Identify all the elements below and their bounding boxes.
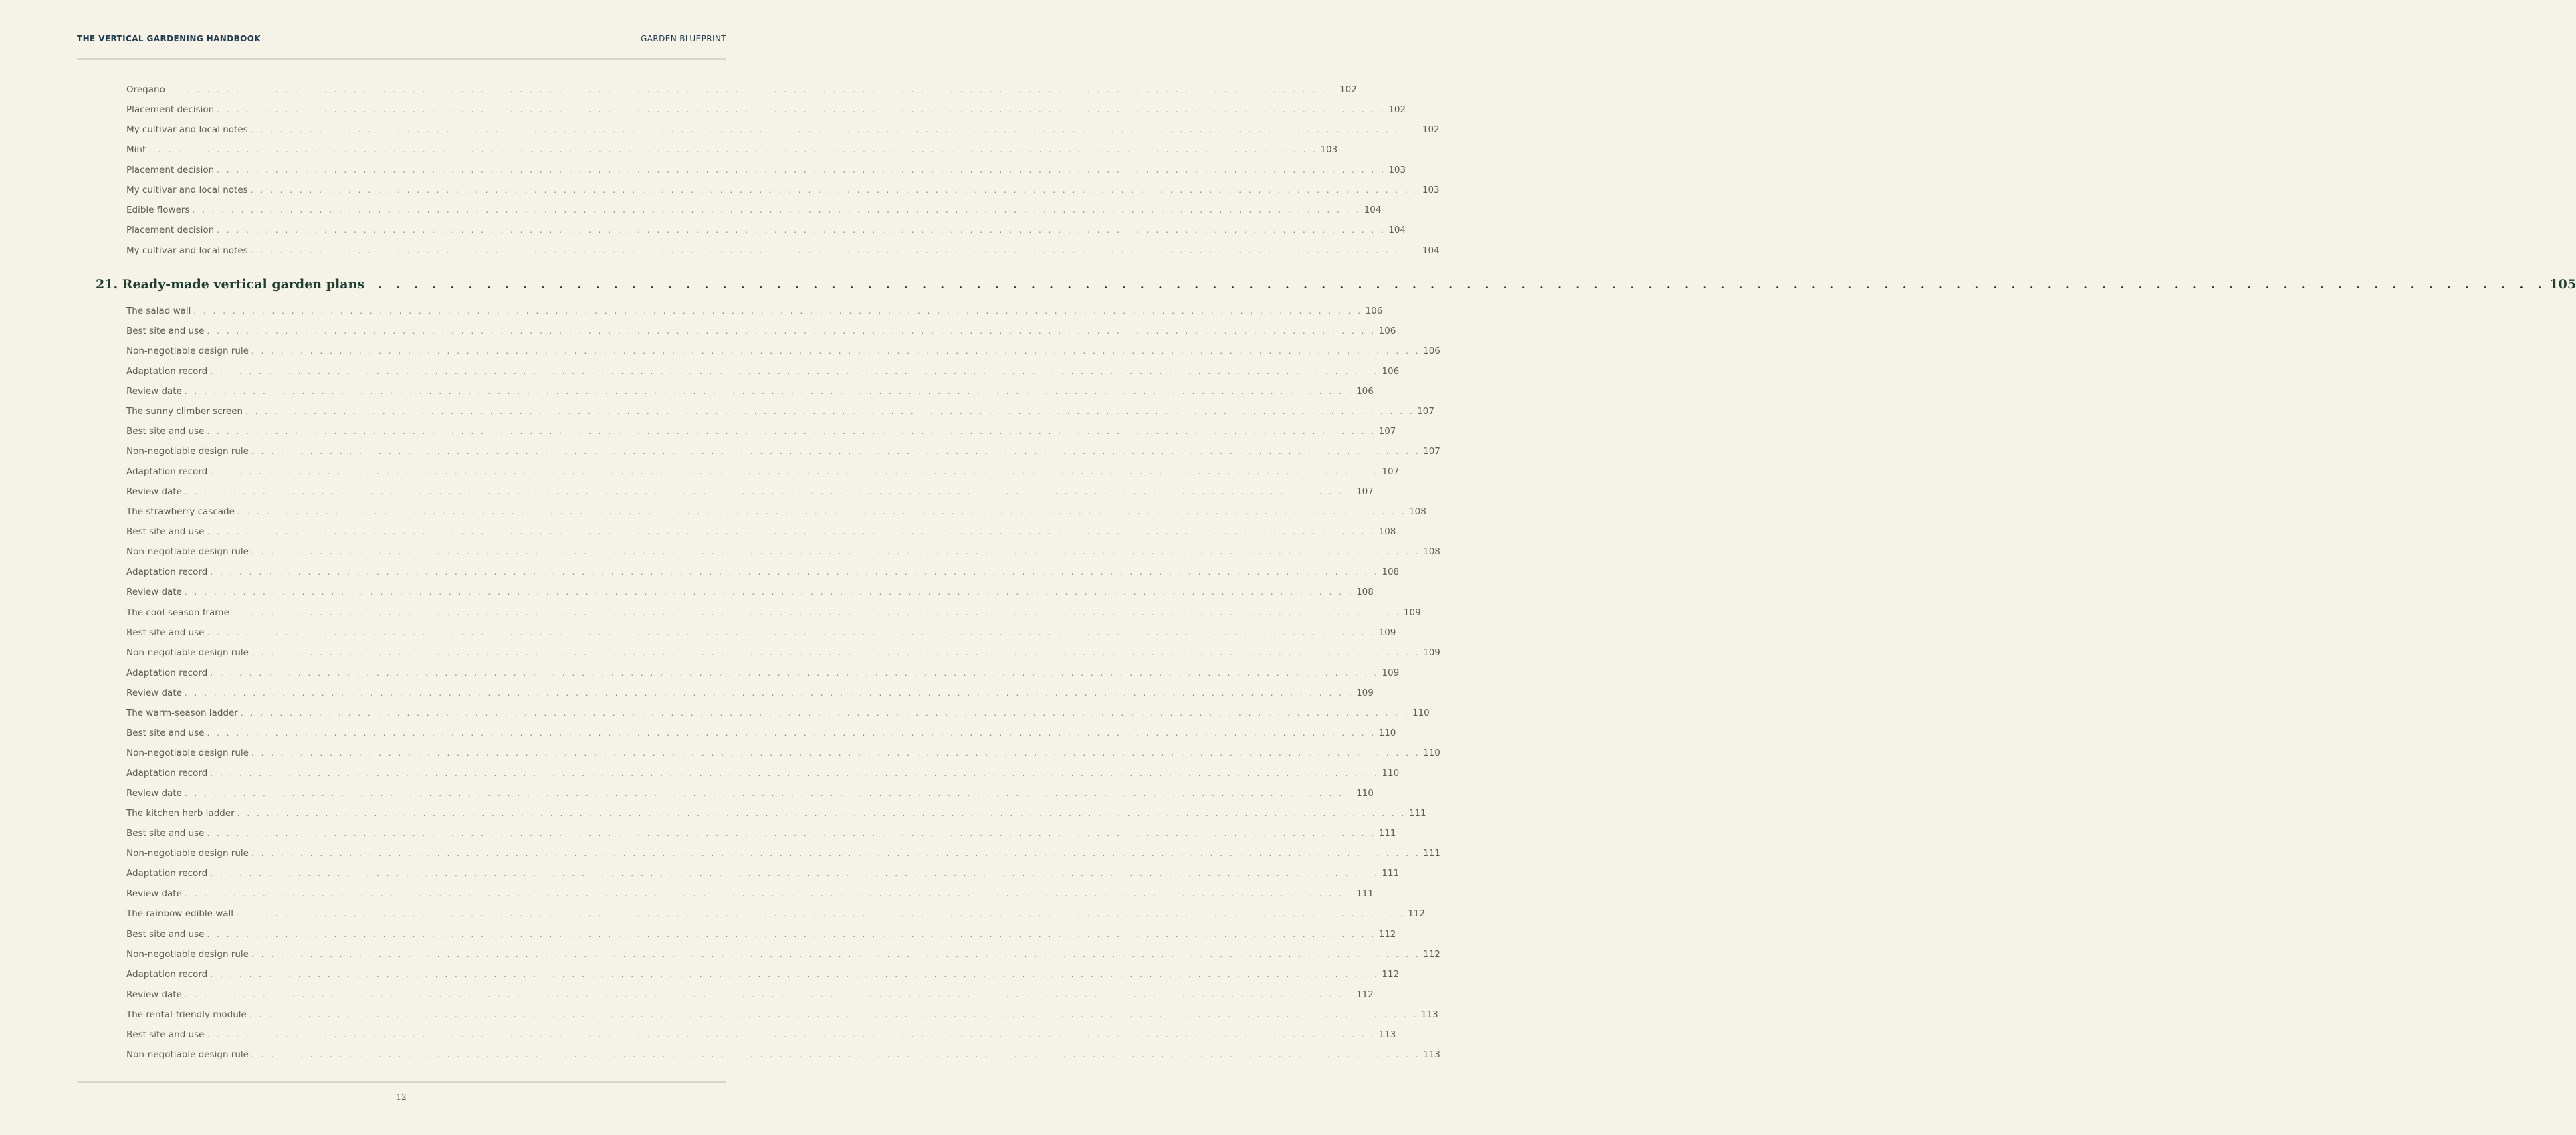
entry-page-number: 109: [1378, 627, 1396, 638]
entry-page-number: 108: [1382, 566, 1400, 578]
entry-title: My cultivar and local notes: [126, 185, 248, 196]
toc-entry[interactable]: [96, 120, 1440, 140]
toc-entry[interactable]: [96, 140, 1338, 160]
toc-entry[interactable]: [96, 1045, 1440, 1065]
toc-entry[interactable]: [96, 1025, 1396, 1045]
entry-page-number: 103: [1422, 185, 1440, 196]
entry-page-number: 102: [1422, 124, 1440, 136]
toc-entry[interactable]: [96, 361, 1400, 381]
toc-entry[interactable]: [96, 843, 1440, 863]
entry-title: My cultivar and local notes: [126, 245, 248, 256]
toc-entry[interactable]: [96, 421, 1396, 441]
toc-entry[interactable]: [96, 924, 1396, 944]
entry-page-number: 110: [1356, 788, 1374, 799]
dot-leader: . . . . . . . . . . . . . . . . . . . . . . . . . . . . . . . . . . . . . . . . . . . . . . . . . . . . . . . . . . . . . . . . . . . . . . . . . . . . . . . . . . . . . . . . . . . . . . . . . . . . . . . . . . . . . . . . . . . . . . . .: [237, 507, 1407, 517]
entry-page-number: 108: [1356, 587, 1374, 598]
dot-leader: . . . . . . . . . . . . . . . . . . . . . . . . . . . . . . . . . . . . . . . . . . . . . . . . . . . . . . . . . . . . . . . . . . . . . . . . . . . . . . . . . . . . . . . . . . . . . . . . . . . . . . . . . . . . . . . . . . . . . . . .: [251, 949, 1421, 959]
entry-title: Review date: [126, 888, 182, 900]
toc-entry[interactable]: [96, 763, 1400, 783]
entry-page-number: 109: [1356, 687, 1374, 698]
dot-leader: . . . . . . . . . . . . . . . . . . . . . . . . . . . . . . . . . . . . . . . . . . . . . . . . . . . . . . . . . . . . . . . . . . . . . . . . . . . . . . . . . . . . . . . . . . . . . . . . . . . . . . . . . . . . . . . . . . . . . . . .: [250, 185, 1420, 195]
entry-title: Non-negotiable design rule: [126, 747, 249, 758]
entry-page-number: 107: [1417, 405, 1434, 417]
toc-entry[interactable]: [96, 703, 1430, 723]
dot-leader: . . . . . . . . . . . . . . . . . . . . . . . . . . . . . . . . . . . . . . . . . . . . . . . . . . . . . . . . . . . . . . . . . . . . . . . . . . . . . . . . . . . . . . . . . . . . . . . . . . . . . . . . . . . . . . . . . . . . . . . .: [231, 607, 1401, 617]
entry-title: My cultivar and local notes: [126, 124, 248, 136]
dot-leader: . . . . . . . . . . . . . . . . . . . . . . . . . . . . . . . . . . . . . . . . . . . . . . . . . . . . . . . . . . . . . . . . . . . . . . . . . . . . . . . . . . . . . . . . . . . . . . . . . . . . . . . . . . . . . . . . . . . . . . . .: [207, 929, 1376, 939]
entry-page-number: 104: [1364, 205, 1382, 216]
dot-leader: . . . . . . . . . . . . . . . . . . . . . . . . . . . . . . . . . . . . . . . . . . . . . . . . . . . . . . . . . . . . . . . . . . . . . . . . . . . . . . . . . . . . . . . . . . . . . . . . . . . . . . . . . . . . . . . . . . . . . . . .: [184, 688, 1354, 698]
dot-leader: . . . . . . . . . . . . . . . . . . . . . . . . . . . . . . . . . . . . . . . . . . . . . . . . . . . . . . . . . . . . . . . . . . . . . . . . . . . . . . . . . . . . . . . . . . . . . . . . . . . . . . . . . . . . . . . . . . . . . . . .: [251, 346, 1421, 356]
entry-page-number: 113: [1423, 1049, 1440, 1060]
entry-title: Non-negotiable design rule: [126, 848, 249, 859]
entry-title: The cool-season frame: [126, 607, 229, 618]
entry-title: The kitchen herb ladder: [126, 808, 235, 819]
toc-entry[interactable]: [96, 200, 1382, 220]
entry-page-number: 111: [1378, 828, 1396, 839]
entry-page-number: 110: [1412, 707, 1430, 718]
entry-title: The salad wall: [126, 305, 191, 316]
entry-page-number: 108: [1409, 506, 1426, 518]
toc-entry[interactable]: [96, 884, 1374, 904]
toc-entry[interactable]: [96, 241, 1440, 261]
dot-leader: . . . . . . . . . . . . . . . . . . . . . . . . . . . . . . . . . . . . . . . . . . . . . . . . . . . . . . . . . . . . . . . . . . . . . . . . . . . . . . . . . . . . . . . . . . . . . . . . . . . . . . . . . . . . . . . . . . . . . . . .: [251, 647, 1421, 657]
entry-title: Adaptation record: [126, 868, 208, 880]
toc-entry[interactable]: [96, 985, 1374, 1005]
dot-leader: . . . . . . . . . . . . . . . . . . . . . . . . . . . . . . . . . . . . . . . . . . . . . . . . . . . . . . . . . . . . . . . . . . . . . . . . . . . . . . . . . . . . . . . . . . . . . . . . . . . . . . . . . . . . . . . . . . . . . . . .: [250, 245, 1420, 255]
entry-title: The strawberry cascade: [126, 506, 235, 518]
toc-entry[interactable]: [96, 904, 1425, 924]
entry-page-number: 103: [1320, 144, 1338, 156]
entry-title: Review date: [126, 687, 182, 698]
dot-leader: . . . . . . . . . . . . . . . . . . . . . . . . . . . . . . . . . . . . . . . . . . . . . . . . . . . . . . . . . . . . . . . . . . . . . . . . . . . . . . . . . . . . . . . . . . . . . . . . . . . . . . . . . . . . . . . . . . . . . . . .: [217, 105, 1386, 115]
entry-title: Best site and use: [126, 727, 205, 738]
book-title: THE VERTICAL GARDENING HANDBOOK: [77, 34, 261, 43]
toc-entry[interactable]: [96, 603, 1421, 623]
toc-entry[interactable]: [96, 80, 1357, 100]
toc-entry[interactable]: [96, 100, 1406, 120]
entry-title: The warm-season ladder: [126, 707, 238, 718]
toc-entry[interactable]: [96, 502, 1426, 522]
entry-page-number: 103: [1388, 165, 1406, 176]
entry-title: Adaptation record: [126, 968, 208, 980]
chapter-page-number: 105: [2549, 276, 2576, 292]
running-header: [77, 33, 726, 60]
toc-entry[interactable]: [96, 623, 1396, 643]
entry-page-number: 111: [1423, 848, 1440, 859]
dot-leader: . . . . . . . . . . . . . . . . . . . . . . . . . . . . . . . . . . . . . . . . . . . . . . . . . . . . . . . . . . . . . . . . . . . . . . . . . . . . . . . . . . . . . . . . . . . . . . . . . . . . . . . . . . . . . . . . . . . . . . . .: [167, 85, 1337, 94]
toc-chapter-heading[interactable]: [96, 269, 2576, 300]
entry-page-number: 113: [1420, 1009, 1438, 1020]
dot-leader: . . . . . . . . . . . . . . . . . . . . . . . . . . . . . . . . . . . . . . . . . . . . . . . . . . . . . . . . . . . . . . . . . . . . . . . . . . . . . . . . . . . . . . . . . . . . . . . . . . . . . . . . . . . . . . . . . . . . . . . .: [207, 728, 1376, 738]
toc-entry[interactable]: [96, 441, 1440, 461]
entry-page-number: 112: [1423, 948, 1440, 960]
dot-leader: . . . . . . . . . . . . . . . . . . . . . . . . . . . . . . . . . . . . . . . . . . . . . . . . . . . . . . . . . . . . . . . . . . . . . . . . . . . . . . . . . . . . . . . . . . . . . . . . . . . . . . . . . . . . . . . . . . . . . . . .: [207, 1029, 1376, 1039]
entry-title: The rental-friendly module: [126, 1009, 247, 1020]
entry-title: Best site and use: [126, 526, 205, 538]
entry-page-number: 107: [1378, 425, 1396, 437]
dot-leader: . . . . . . . . . . . . . . . . . . . . . . . . . . . . . . . . . . . . . . . . . . . . . . . . . . . . . . . . . . . . . . . . . . . . . . . . . . . . . . . . . . . . . . . . . . . . . . . . . . . . . . . . . . . . . . . . . . . . . . . .: [184, 587, 1354, 597]
entry-title: Best site and use: [126, 425, 205, 437]
entry-title: Non-negotiable design rule: [126, 546, 249, 558]
entry-page-number: 113: [1378, 1029, 1396, 1040]
toc-entry[interactable]: [96, 381, 1374, 401]
dot-leader: . . . . . . . . . . . . . . . . . . . . . . . . . . . . . . . . . . . . . . . . . . . . . . . . . . . . . . . . . . . . . . . . . . . . . . . . . . . . . . . . . . . . . . . . . . . . . . . . . . . . . . . . . . . . . . . . . . . . . . . .: [210, 567, 1380, 577]
entry-title: Placement decision: [126, 225, 215, 236]
entry-title: Best site and use: [126, 928, 205, 940]
dot-leader: . . . . . . . . . . . . . . . . . . . . . . . . . . . . . . . . . . . . . . . . . . . . . . . . . . . . . . . . . . . . . . . . . . . . . . . . . . . . . . . . . . . . . . . . . . . . . . . . . . . . . . . . . . . . . . . . . . . . . . . .: [148, 145, 1318, 155]
dot-leader: . . . . . . . . . . . . . . . . . . . . . . . . . . . . . . . . . . . . . . . . . . . . . . . . . . . . . . . . . . . . . . . . . . . . . . . . . . . . . . . . . . . . . . . . . . . . . . . . . . . . . . . . . . . . . . . . . . . . . . . .: [193, 306, 1363, 316]
entry-title: Placement decision: [126, 104, 215, 116]
toc-entry[interactable]: [96, 643, 1440, 663]
toc-entry[interactable]: [96, 461, 1400, 482]
dot-leader: . . . . . . . . . . . . . . . . . . . . . . . . . . . . . . . . . . . . . . . . . . . . . . . . . . . . . . . . . . . . . . . . . . . . . . . . . . . . . . . . . . . . . . . . . . . . . . . . . . . . . . . . . . . . . . . . . . . . . . . .: [378, 278, 2547, 291]
entry-page-number: 109: [1403, 607, 1421, 618]
entry-page-number: 112: [1408, 908, 1425, 920]
entry-page-number: 112: [1378, 928, 1396, 940]
dot-leader: . . . . . . . . . . . . . . . . . . . . . . . . . . . . . . . . . . . . . . . . . . . . . . . . . . . . . . . . . . . . . . . . . . . . . . . . . . . . . . . . . . . . . . . . . . . . . . . . . . . . . . . . . . . . . . . . . . . . . . . .: [184, 789, 1354, 799]
entry-page-number: 110: [1423, 747, 1440, 758]
dot-leader: . . . . . . . . . . . . . . . . . . . . . . . . . . . . . . . . . . . . . . . . . . . . . . . . . . . . . . . . . . . . . . . . . . . . . . . . . . . . . . . . . . . . . . . . . . . . . . . . . . . . . . . . . . . . . . . . . . . . . . . .: [210, 467, 1380, 477]
dot-leader: . . . . . . . . . . . . . . . . . . . . . . . . . . . . . . . . . . . . . . . . . . . . . . . . . . . . . . . . . . . . . . . . . . . . . . . . . . . . . . . . . . . . . . . . . . . . . . . . . . . . . . . . . . . . . . . . . . . . . . . .: [237, 809, 1406, 819]
entry-title: Best site and use: [126, 828, 205, 839]
entry-page-number: 108: [1378, 526, 1396, 538]
entry-page-number: 106: [1365, 305, 1383, 316]
entry-title: The rainbow edible wall: [126, 908, 234, 920]
entry-page-number: 106: [1423, 345, 1440, 356]
entry-title: Adaptation record: [126, 768, 208, 779]
entry-title: Review date: [126, 486, 182, 498]
entry-page-number: 110: [1378, 727, 1396, 738]
toc-entry[interactable]: [96, 863, 1400, 884]
entry-title: Non-negotiable design rule: [126, 647, 249, 658]
toc-entry[interactable]: [96, 341, 1440, 361]
entry-title: Review date: [126, 788, 182, 799]
entry-title: Adaptation record: [126, 566, 208, 578]
dot-leader: . . . . . . . . . . . . . . . . . . . . . . . . . . . . . . . . . . . . . . . . . . . . . . . . . . . . . . . . . . . . . . . . . . . . . . . . . . . . . . . . . . . . . . . . . . . . . . . . . . . . . . . . . . . . . . . . . . . . . . . .: [251, 447, 1421, 456]
dot-leader: . . . . . . . . . . . . . . . . . . . . . . . . . . . . . . . . . . . . . . . . . . . . . . . . . . . . . . . . . . . . . . . . . . . . . . . . . . . . . . . . . . . . . . . . . . . . . . . . . . . . . . . . . . . . . . . . . . . . . . . .: [210, 969, 1380, 979]
dot-leader: . . . . . . . . . . . . . . . . . . . . . . . . . . . . . . . . . . . . . . . . . . . . . . . . . . . . . . . . . . . . . . . . . . . . . . . . . . . . . . . . . . . . . . . . . . . . . . . . . . . . . . . . . . . . . . . . . . . . . . . .: [251, 1049, 1421, 1059]
toc-entry[interactable]: [96, 803, 1426, 823]
entry-page-number: 107: [1382, 466, 1400, 478]
dot-leader: . . . . . . . . . . . . . . . . . . . . . . . . . . . . . . . . . . . . . . . . . . . . . . . . . . . . . . . . . . . . . . . . . . . . . . . . . . . . . . . . . . . . . . . . . . . . . . . . . . . . . . . . . . . . . . . . . . . . . . . .: [184, 889, 1354, 899]
toc-entry[interactable]: [96, 1005, 1438, 1025]
dot-leader: . . . . . . . . . . . . . . . . . . . . . . . . . . . . . . . . . . . . . . . . . . . . . . . . . . . . . . . . . . . . . . . . . . . . . . . . . . . . . . . . . . . . . . . . . . . . . . . . . . . . . . . . . . . . . . . . . . . . . . . .: [210, 869, 1380, 879]
entry-title: Adaptation record: [126, 365, 208, 377]
dot-leader: . . . . . . . . . . . . . . . . . . . . . . . . . . . . . . . . . . . . . . . . . . . . . . . . . . . . . . . . . . . . . . . . . . . . . . . . . . . . . . . . . . . . . . . . . . . . . . . . . . . . . . . . . . . . . . . . . . . . . . . .: [245, 406, 1415, 416]
entry-title: Review date: [126, 385, 182, 397]
dot-leader: . . . . . . . . . . . . . . . . . . . . . . . . . . . . . . . . . . . . . . . . . . . . . . . . . . . . . . . . . . . . . . . . . . . . . . . . . . . . . . . . . . . . . . . . . . . . . . . . . . . . . . . . . . . . . . . . . . . . . . . .: [207, 627, 1376, 637]
entry-page-number: 107: [1423, 446, 1440, 457]
toc-entry[interactable]: [96, 783, 1374, 803]
page-number: 12: [396, 1092, 407, 1102]
entry-title: Adaptation record: [126, 667, 208, 678]
section-label: GARDEN BLUEPRINT: [641, 34, 726, 43]
toc-entry[interactable]: [96, 663, 1400, 683]
entry-page-number: 104: [1388, 225, 1406, 236]
entry-page-number: 106: [1378, 325, 1396, 336]
entry-page-number: 102: [1339, 84, 1357, 95]
dot-leader: . . . . . . . . . . . . . . . . . . . . . . . . . . . . . . . . . . . . . . . . . . . . . . . . . . . . . . . . . . . . . . . . . . . . . . . . . . . . . . . . . . . . . . . . . . . . . . . . . . . . . . . . . . . . . . . . . . . . . . . .: [210, 768, 1380, 778]
entry-page-number: 112: [1382, 968, 1400, 980]
toc-entry[interactable]: [96, 220, 1406, 240]
toc-entry[interactable]: [96, 562, 1400, 582]
dot-leader: . . . . . . . . . . . . . . . . . . . . . . . . . . . . . . . . . . . . . . . . . . . . . . . . . . . . . . . . . . . . . . . . . . . . . . . . . . . . . . . . . . . . . . . . . . . . . . . . . . . . . . . . . . . . . . . . . . . . . . . .: [217, 225, 1386, 235]
entry-page-number: 109: [1423, 647, 1440, 658]
entry-title: Non-negotiable design rule: [126, 345, 249, 356]
dot-leader: . . . . . . . . . . . . . . . . . . . . . . . . . . . . . . . . . . . . . . . . . . . . . . . . . . . . . . . . . . . . . . . . . . . . . . . . . . . . . . . . . . . . . . . . . . . . . . . . . . . . . . . . . . . . . . . . . . . . . . . .: [184, 989, 1354, 999]
entry-page-number: 108: [1423, 546, 1440, 558]
entry-page-number: 111: [1408, 808, 1426, 819]
toc-entry[interactable]: [96, 743, 1440, 763]
dot-leader: . . . . . . . . . . . . . . . . . . . . . . . . . . . . . . . . . . . . . . . . . . . . . . . . . . . . . . . . . . . . . . . . . . . . . . . . . . . . . . . . . . . . . . . . . . . . . . . . . . . . . . . . . . . . . . . . . . . . . . . .: [251, 547, 1421, 557]
entry-title: Non-negotiable design rule: [126, 948, 249, 960]
dot-leader: . . . . . . . . . . . . . . . . . . . . . . . . . . . . . . . . . . . . . . . . . . . . . . . . . . . . . . . . . . . . . . . . . . . . . . . . . . . . . . . . . . . . . . . . . . . . . . . . . . . . . . . . . . . . . . . . . . . . . . . .: [184, 386, 1354, 396]
dot-leader: . . . . . . . . . . . . . . . . . . . . . . . . . . . . . . . . . . . . . . . . . . . . . . . . . . . . . . . . . . . . . . . . . . . . . . . . . . . . . . . . . . . . . . . . . . . . . . . . . . . . . . . . . . . . . . . . . . . . . . . .: [250, 125, 1420, 135]
toc-entry[interactable]: [96, 542, 1440, 562]
entry-page-number: 109: [1382, 667, 1400, 678]
entry-page-number: 111: [1382, 868, 1400, 880]
entry-page-number: 102: [1388, 104, 1406, 116]
entry-title: The sunny climber screen: [126, 405, 243, 417]
dot-leader: . . . . . . . . . . . . . . . . . . . . . . . . . . . . . . . . . . . . . . . . . . . . . . . . . . . . . . . . . . . . . . . . . . . . . . . . . . . . . . . . . . . . . . . . . . . . . . . . . . . . . . . . . . . . . . . . . . . . . . . .: [251, 849, 1421, 859]
toc-entry[interactable]: [96, 160, 1406, 180]
entry-title: Review date: [126, 989, 182, 1000]
entry-page-number: 111: [1356, 888, 1374, 900]
dot-leader: . . . . . . . . . . . . . . . . . . . . . . . . . . . . . . . . . . . . . . . . . . . . . . . . . . . . . . . . . . . . . . . . . . . . . . . . . . . . . . . . . . . . . . . . . . . . . . . . . . . . . . . . . . . . . . . . . . . . . . . .: [207, 326, 1376, 336]
toc-entry[interactable]: [96, 180, 1440, 200]
entry-page-number: 110: [1382, 768, 1400, 779]
dot-leader: . . . . . . . . . . . . . . . . . . . . . . . . . . . . . . . . . . . . . . . . . . . . . . . . . . . . . . . . . . . . . . . . . . . . . . . . . . . . . . . . . . . . . . . . . . . . . . . . . . . . . . . . . . . . . . . . . . . . . . . .: [207, 426, 1376, 436]
table-of-contents: [96, 80, 2576, 1065]
entry-title: Adaptation record: [126, 466, 208, 478]
toc-entry[interactable]: [96, 823, 1396, 843]
entry-page-number: 106: [1356, 385, 1374, 397]
dot-leader: . . . . . . . . . . . . . . . . . . . . . . . . . . . . . . . . . . . . . . . . . . . . . . . . . . . . . . . . . . . . . . . . . . . . . . . . . . . . . . . . . . . . . . . . . . . . . . . . . . . . . . . . . . . . . . . . . . . . . . . .: [207, 829, 1376, 839]
entry-title: Mint: [126, 144, 146, 156]
toc-entry[interactable]: [96, 401, 1434, 421]
entry-title: Best site and use: [126, 325, 205, 336]
entry-title: Review date: [126, 587, 182, 598]
dot-leader: . . . . . . . . . . . . . . . . . . . . . . . . . . . . . . . . . . . . . . . . . . . . . . . . . . . . . . . . . . . . . . . . . . . . . . . . . . . . . . . . . . . . . . . . . . . . . . . . . . . . . . . . . . . . . . . . . . . . . . . .: [192, 205, 1362, 215]
dot-leader: . . . . . . . . . . . . . . . . . . . . . . . . . . . . . . . . . . . . . . . . . . . . . . . . . . . . . . . . . . . . . . . . . . . . . . . . . . . . . . . . . . . . . . . . . . . . . . . . . . . . . . . . . . . . . . . . . . . . . . . .: [236, 909, 1406, 919]
entry-title: Best site and use: [126, 627, 205, 638]
toc-entry[interactable]: [96, 301, 1383, 321]
dot-leader: . . . . . . . . . . . . . . . . . . . . . . . . . . . . . . . . . . . . . . . . . . . . . . . . . . . . . . . . . . . . . . . . . . . . . . . . . . . . . . . . . . . . . . . . . . . . . . . . . . . . . . . . . . . . . . . . . . . . . . . .: [251, 748, 1421, 758]
toc-entry[interactable]: [96, 683, 1374, 703]
toc-entry[interactable]: [96, 582, 1374, 602]
chapter-title: 21. Ready-made vertical garden plans: [96, 276, 365, 292]
entry-title: Best site and use: [126, 1029, 205, 1040]
entry-page-number: 106: [1382, 365, 1400, 377]
dot-leader: . . . . . . . . . . . . . . . . . . . . . . . . . . . . . . . . . . . . . . . . . . . . . . . . . . . . . . . . . . . . . . . . . . . . . . . . . . . . . . . . . . . . . . . . . . . . . . . . . . . . . . . . . . . . . . . . . . . . . . . .: [184, 487, 1354, 497]
toc-entry[interactable]: [96, 482, 1374, 502]
entry-page-number: 104: [1422, 245, 1440, 256]
dot-leader: . . . . . . . . . . . . . . . . . . . . . . . . . . . . . . . . . . . . . . . . . . . . . . . . . . . . . . . . . . . . . . . . . . . . . . . . . . . . . . . . . . . . . . . . . . . . . . . . . . . . . . . . . . . . . . . . . . . . . . . .: [210, 366, 1380, 376]
dot-leader: . . . . . . . . . . . . . . . . . . . . . . . . . . . . . . . . . . . . . . . . . . . . . . . . . . . . . . . . . . . . . . . . . . . . . . . . . . . . . . . . . . . . . . . . . . . . . . . . . . . . . . . . . . . . . . . . . . . . . . . .: [210, 667, 1380, 678]
entry-title: Non-negotiable design rule: [126, 1049, 249, 1060]
dot-leader: . . . . . . . . . . . . . . . . . . . . . . . . . . . . . . . . . . . . . . . . . . . . . . . . . . . . . . . . . . . . . . . . . . . . . . . . . . . . . . . . . . . . . . . . . . . . . . . . . . . . . . . . . . . . . . . . . . . . . . . .: [240, 708, 1410, 718]
entry-page-number: 112: [1356, 989, 1374, 1000]
toc-entry[interactable]: [96, 321, 1396, 341]
dot-leader: . . . . . . . . . . . . . . . . . . . . . . . . . . . . . . . . . . . . . . . . . . . . . . . . . . . . . . . . . . . . . . . . . . . . . . . . . . . . . . . . . . . . . . . . . . . . . . . . . . . . . . . . . . . . . . . . . . . . . . . .: [249, 1009, 1418, 1019]
toc-entry[interactable]: [96, 964, 1400, 985]
dot-leader: . . . . . . . . . . . . . . . . . . . . . . . . . . . . . . . . . . . . . . . . . . . . . . . . . . . . . . . . . . . . . . . . . . . . . . . . . . . . . . . . . . . . . . . . . . . . . . . . . . . . . . . . . . . . . . . . . . . . . . . .: [207, 527, 1376, 537]
toc-entry[interactable]: [96, 522, 1396, 542]
entry-title: Non-negotiable design rule: [126, 446, 249, 457]
entry-title: Placement decision: [126, 165, 215, 176]
entry-page-number: 107: [1356, 486, 1374, 498]
toc-entry[interactable]: [96, 723, 1396, 743]
footer-rule: [77, 1081, 726, 1083]
dot-leader: . . . . . . . . . . . . . . . . . . . . . . . . . . . . . . . . . . . . . . . . . . . . . . . . . . . . . . . . . . . . . . . . . . . . . . . . . . . . . . . . . . . . . . . . . . . . . . . . . . . . . . . . . . . . . . . . . . . . . . . .: [217, 165, 1386, 175]
toc-entry[interactable]: [96, 944, 1440, 964]
entry-title: Edible flowers: [126, 205, 190, 216]
entry-title: Oregano: [126, 84, 165, 95]
